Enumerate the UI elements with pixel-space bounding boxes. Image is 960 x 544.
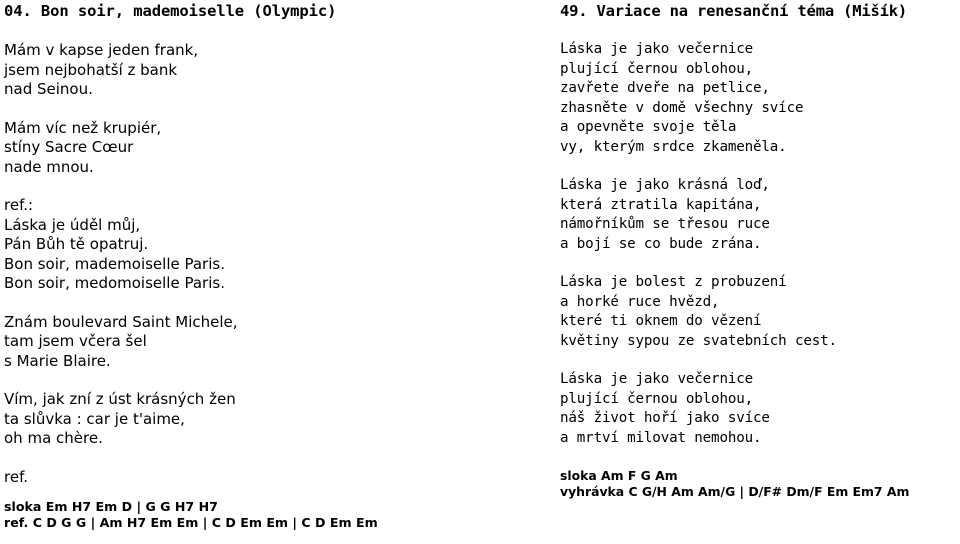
lyric-line: a opevněte svoje těla (560, 119, 737, 135)
lyric-line: a mrtví milovat nemohou. (560, 429, 762, 446)
lyric-line: plující černou oblohou, (560, 60, 754, 77)
lyric-line: Bon soir, mademoiselle Paris. (4, 254, 225, 273)
lyric-line: námořníkům se třesou ruce (560, 216, 770, 232)
chord-line-interlude: vyhrávka C G/H Am Am/G | D/F# Dm/F Em Em7 Am (560, 484, 910, 499)
lyric-line: květiny sypou ze svatebních cest. (560, 332, 837, 349)
lyric-line: zhasněte v domě všechny svíce (560, 99, 804, 116)
lyric-line: vy, kterým srdce zkameněla. (560, 138, 787, 155)
lyric-line: Pán Bůh tě opatruj. (4, 235, 149, 253)
lyric-line: Láska je bolest z probuzení (560, 274, 787, 290)
lyric-line: náš život hoří jako svíce (560, 410, 770, 426)
lyric-line: stíny Sacre Cœur (4, 138, 134, 156)
chord-line-chorus: ref. C D G G | Am H7 Em Em | C D Em Em | C D Em Em (4, 515, 378, 530)
lyric-line: Láska je jako krásná loď, (560, 177, 770, 193)
chorus-label: ref. (4, 467, 29, 486)
lyric-line: ta slůvka : car je t'aime, (4, 409, 185, 428)
verse-4 (560, 370, 958, 448)
chord-line-verse: sloka Am F G Am (560, 468, 678, 483)
lyric-line: Láska je úděl můj, (4, 215, 141, 234)
lyric-line: plující černou oblohou, (560, 390, 754, 407)
lyric-line: oh ma chère. (4, 429, 103, 447)
verse-1 (4, 41, 444, 100)
lyric-line: která ztratila kapitána, (560, 196, 762, 213)
lyric-line: zavřete dveře na petlice, (560, 80, 770, 96)
verse-1 (560, 40, 958, 157)
left-song (4, 0, 444, 531)
lyric-line: Láska je jako večernice (560, 371, 754, 387)
chord-block (560, 468, 958, 500)
song-title: 49. Variace na renesanční téma (Mišík) (560, 2, 908, 20)
lyric-line: nad Seinou. (4, 80, 93, 98)
lyric-line: tam jsem včera šel (4, 332, 147, 350)
chorus-repeat (4, 468, 444, 488)
lyric-line: Mám víc než krupiér, (4, 118, 162, 137)
verse-3 (4, 313, 444, 372)
chorus (4, 196, 444, 294)
chorus-label: ref.: (4, 196, 34, 214)
lyric-line: nade mnou. (4, 157, 94, 176)
song-title: 04. Bon soir, mademoiselle (Olympic) (4, 2, 337, 20)
lyric-line: s Marie Blaire. (4, 351, 111, 370)
verse-3 (560, 273, 958, 351)
chord-line-verse: sloka Em H7 Em D | G G H7 H7 (4, 499, 218, 514)
lyric-line: a bojí se co bude zrána. (560, 235, 762, 252)
verse-2 (560, 176, 958, 254)
verse-4 (4, 390, 444, 449)
lyric-line: Bon soir, medomoiselle Paris. (4, 274, 225, 292)
lyric-line: Láska je jako večernice (560, 41, 754, 57)
verse-2 (4, 119, 444, 178)
lyric-line: Vím, jak zní z úst krásných žen (4, 390, 236, 408)
right-song (560, 0, 958, 500)
lyric-line: Mám v kapse jeden frank, (4, 41, 199, 59)
lyric-line: jsem nejbohatší z bank (4, 60, 178, 79)
lyric-line: které ti oknem do vězení (560, 313, 762, 329)
chord-block (4, 499, 444, 531)
lyric-line: Znám boulevard Saint Michele, (4, 312, 238, 331)
lyric-line: a horké ruce hvězd, (560, 293, 720, 310)
